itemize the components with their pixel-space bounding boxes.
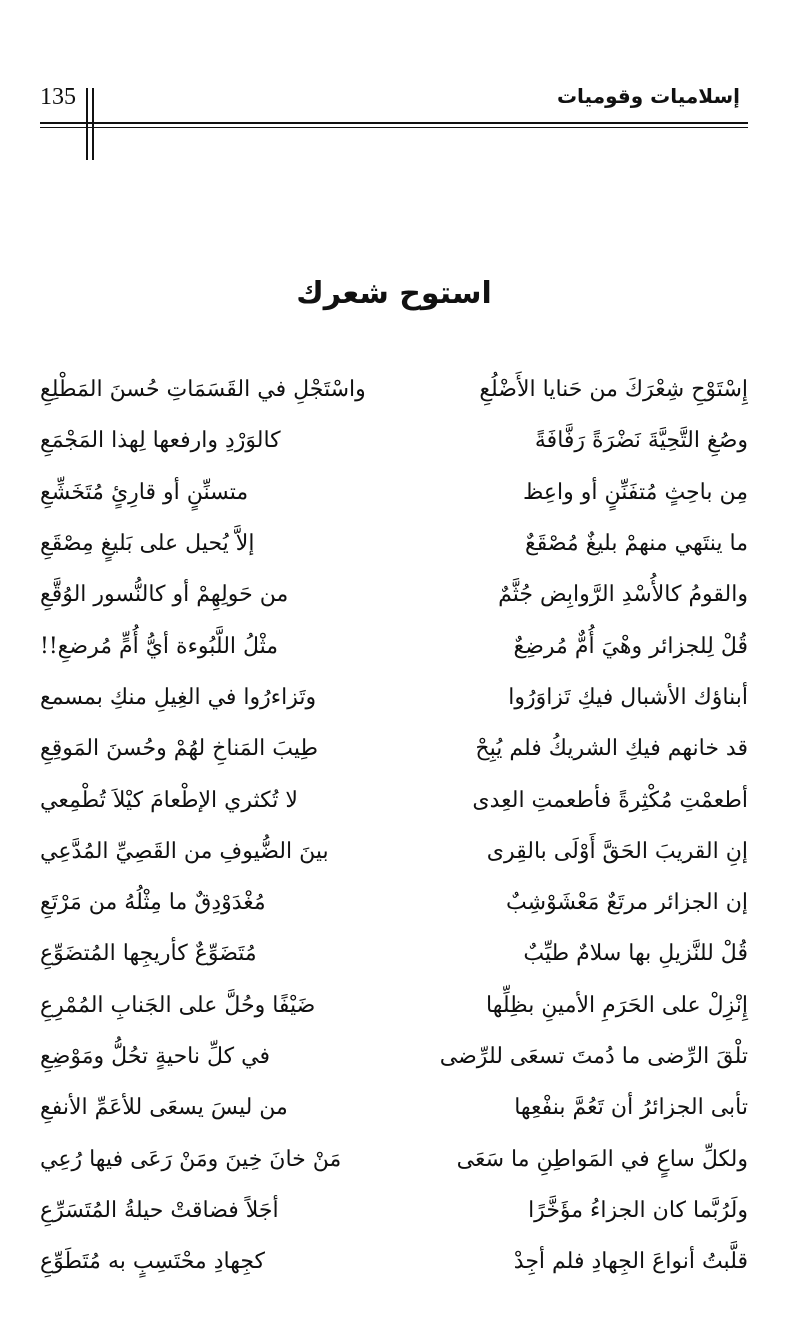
verse-line bbox=[40, 877, 748, 928]
verse-line bbox=[40, 1082, 748, 1133]
verse-second-hemistich: مَنْ خانَ خِينَ ومَنْ رَعَى فيها رُعِي bbox=[40, 1146, 342, 1172]
verse-second-hemistich: أجَلاً فضاقتْ حيلةُ المُتَسَرِّعِ bbox=[40, 1197, 279, 1223]
verse-second-hemistich: كالوَرْدِ وارفعها لِهذا المَجْمَعِ bbox=[40, 428, 281, 454]
verse-line bbox=[40, 1236, 748, 1287]
verse-line bbox=[40, 415, 748, 466]
verse-second-hemistich: مُغْدَوْدِقٌ ما مِثْلُهُ من مَرْتَعِ bbox=[40, 890, 266, 916]
verse-line bbox=[40, 467, 748, 518]
verse-line bbox=[40, 1133, 748, 1184]
verse-first-hemistich: ولكلِّ ساعٍ في المَواطِنِ ما سَعَى bbox=[456, 1146, 748, 1172]
verse-second-hemistich: كجِهادِ محْتَسِبٍ به مُتَطَوِّعِ bbox=[40, 1249, 266, 1275]
verse-second-hemistich: بينَ الضُّيوفِ من القَصِيِّ المُدَّعِي bbox=[40, 838, 329, 864]
verse-second-hemistich: مثْلُ اللَّبُوءة أيُّ أُمٍّ مُرضعِ!! bbox=[40, 633, 279, 659]
verse-line bbox=[40, 723, 748, 774]
header-rule-thin bbox=[40, 127, 748, 128]
verse-line bbox=[40, 826, 748, 877]
verse-first-hemistich: مِن باحِثٍ مُتفَنِّنٍ أو واعِظ bbox=[523, 479, 748, 505]
verse-second-hemistich: متسنِّنٍ أو قارِئٍ مُتَخَشِّعِ bbox=[40, 479, 249, 505]
verse-line bbox=[40, 672, 748, 723]
verse-second-hemistich: وتَزاءرُوا في الغِيلِ منكِ بمسمع bbox=[40, 684, 317, 710]
verse-second-hemistich: إلاَّ يُحيل على بَليغٍ مِصْقَعِ bbox=[40, 531, 255, 557]
verse-second-hemistich: في كلِّ ناحيةٍ تحُلُّ ومَوْضِعِ bbox=[40, 1044, 270, 1069]
running-header-title: إسلاميات وقوميات bbox=[556, 84, 740, 108]
verse-first-hemistich: قُلْ لِلجزائر وهْيَ أُمٌّ مُرضِعٌ bbox=[513, 633, 748, 659]
verse-first-hemistich: إِنْزِلْ على الحَرَمِ الأمينِ بظِلِّها bbox=[486, 992, 748, 1018]
verse-line bbox=[40, 928, 748, 979]
verse-second-hemistich: طِيبَ المَناخِ لهُمْ وحُسنَ المَوقِعِ bbox=[40, 736, 319, 762]
verse-first-hemistich: ولَرُبَّما كان الجزاءُ مؤَخَّرًا bbox=[528, 1197, 748, 1223]
verse-first-hemistich: إن الجزائر مرتَعٌ مَعْشَوْشِبٌ bbox=[506, 890, 748, 916]
verse-line bbox=[40, 569, 748, 620]
verse-line bbox=[40, 1031, 748, 1082]
verse-first-hemistich: تأبى الجزائرُ أن تَعُمَّ بنفْعِها bbox=[514, 1095, 748, 1121]
verse-second-hemistich: ضَيْفًا وحُلَّ على الجَنابِ المُمْرِعِ bbox=[40, 992, 316, 1018]
verse-first-hemistich: وصُغِ التَّحِيَّةَ نَضْرَةً رَفَّافَةً bbox=[534, 428, 748, 454]
margin-rule-left bbox=[86, 88, 88, 160]
verse-first-hemistich: والقومُ كالأُسْدِ الرَّوابِض جُثَّمٌ bbox=[498, 582, 748, 608]
verse-second-hemistich: لا تُكثري الإطْعامَ كيْلاَ تُطْمِعي bbox=[40, 787, 298, 813]
verse-line bbox=[40, 980, 748, 1031]
header-rule bbox=[40, 122, 748, 124]
verse-line bbox=[40, 620, 748, 671]
verse-first-hemistich: ما ينتَهي منهمْ بليغٌ مُصْقَعٌ bbox=[525, 531, 748, 557]
verse-first-hemistich: تلْقَ الرِّضى ما دُمتَ تسعَى للرِّضى bbox=[439, 1044, 748, 1069]
poem-body bbox=[40, 364, 748, 1287]
page-number: 135 bbox=[40, 84, 76, 110]
verse-line bbox=[40, 1185, 748, 1236]
verse-first-hemistich: أبناؤك الأشبال فيكِ تَزاوَرُوا bbox=[508, 684, 748, 710]
verse-first-hemistich: إِسْتَوْحِ شِعْرَكَ من حَنايا الأَضْلُعِ bbox=[479, 377, 748, 403]
poem-title: استوح شعرك bbox=[296, 276, 492, 311]
verse-first-hemistich: إنِ القريبَ الحَقَّ أَوْلَى بالقِرى bbox=[486, 838, 748, 864]
verse-first-hemistich: قلَّبتُ أنواعَ الجِهادِ فلم أجِدْ bbox=[513, 1249, 748, 1275]
verse-line bbox=[40, 364, 748, 415]
verse-first-hemistich: قد خانهم فيكِ الشريكُ فلم يُبِحْ bbox=[475, 736, 748, 762]
margin-rule-right bbox=[92, 88, 94, 160]
verse-first-hemistich: قُلْ للنَّزيلِ بها سلامٌ طيِّبٌ bbox=[523, 941, 748, 967]
verse-line bbox=[40, 774, 748, 825]
verse-line bbox=[40, 518, 748, 569]
verse-second-hemistich: من ليسَ يسعَى للأعَمِّ الأنفعِ bbox=[40, 1095, 288, 1121]
verse-second-hemistich: من حَولِهِمْ أو كالنُّسور الوُقَّعِ bbox=[40, 582, 289, 608]
verse-second-hemistich: واسْتَجْلِ في القَسَمَاتِ حُسنَ المَطْلِعِ bbox=[40, 377, 366, 403]
verse-second-hemistich: مُتَضَوِّعٌ كأريجِها المُتضَوِّعِ bbox=[40, 941, 257, 967]
verse-first-hemistich: أطعمْتِ مُكْثِرةً فأطعمتِ العِدى bbox=[472, 787, 748, 813]
